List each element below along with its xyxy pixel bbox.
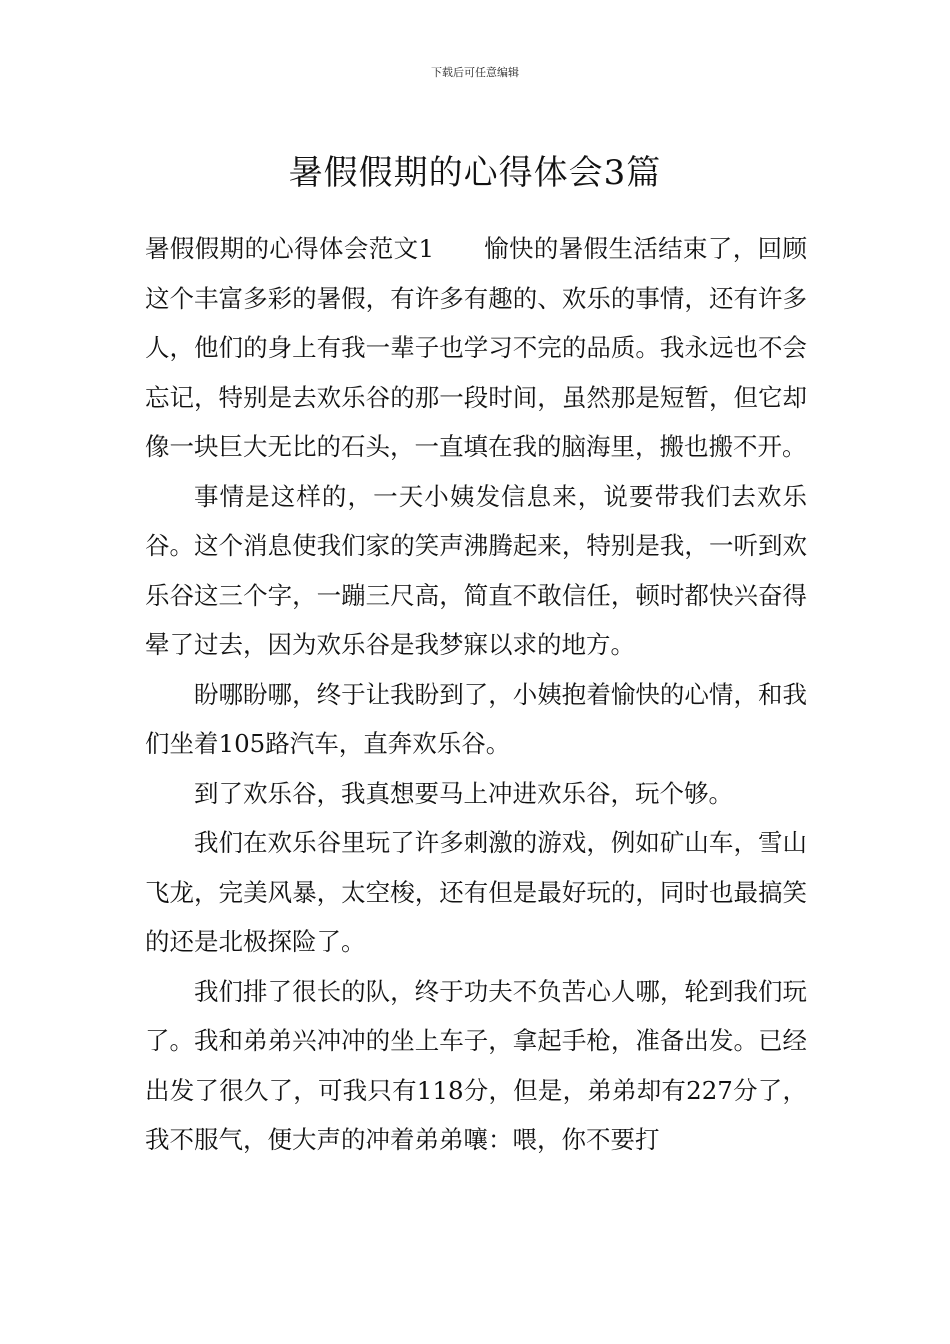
paragraph-3: 盼哪盼哪，终于让我盼到了，小姨抱着愉快的心情，和我们坐着105路汽车，直奔欢乐谷。 (145, 679, 807, 758)
paragraph-1: 暑假假期的心得体会范文1 愉快的暑假生活结束了，回顾这个丰富多彩的暑假，有许多有趣的、欢乐的事情，还有许多人，他们的身上有我一辈子也学习不完的品质。我永远也不会忘记，特别是去欢乐谷的那一段时间，虽然那是短暂，但它却像一块巨大无比的石头，一直填在我的脑海里，搬也搬不开。 (145, 234, 807, 461)
paragraph-4: 到了欢乐谷，我真想要马上冲进欢乐谷，玩个够。 (194, 778, 733, 808)
paragraph-5: 我们在欢乐谷里玩了许多刺激的游戏，例如矿山车，雪山飞龙，完美风暴，太空梭，还有但是最好玩的，同时也最搞笑的还是北极探险了。 (145, 828, 807, 956)
header-note: 下载后可任意编辑 (431, 66, 519, 79)
document-body (145, 224, 807, 1165)
paragraph-2: 事情是这样的，一天小姨发信息来，说要带我们去欢乐谷。这个消息使我们家的笑声沸腾起来，特别是我，一听到欢乐谷这三个字，一蹦三尺高，简直不敢信任，顿时都快兴奋得晕了过去，因为欢乐谷是我梦寐以求的地方。 (145, 481, 807, 659)
document-title: 暑假假期的心得体会3篇 (288, 152, 662, 193)
paragraph-6: 我们排了很长的队，终于功夫不负苦心人哪，轮到我们玩了。我和弟弟兴冲冲的坐上车子，拿起手枪，准备出发。已经出发了很久了，可我只有118分，但是，弟弟却有227分了，我不服气，便大声的冲着弟弟嚷：喂，你不要打 (145, 976, 807, 1154)
